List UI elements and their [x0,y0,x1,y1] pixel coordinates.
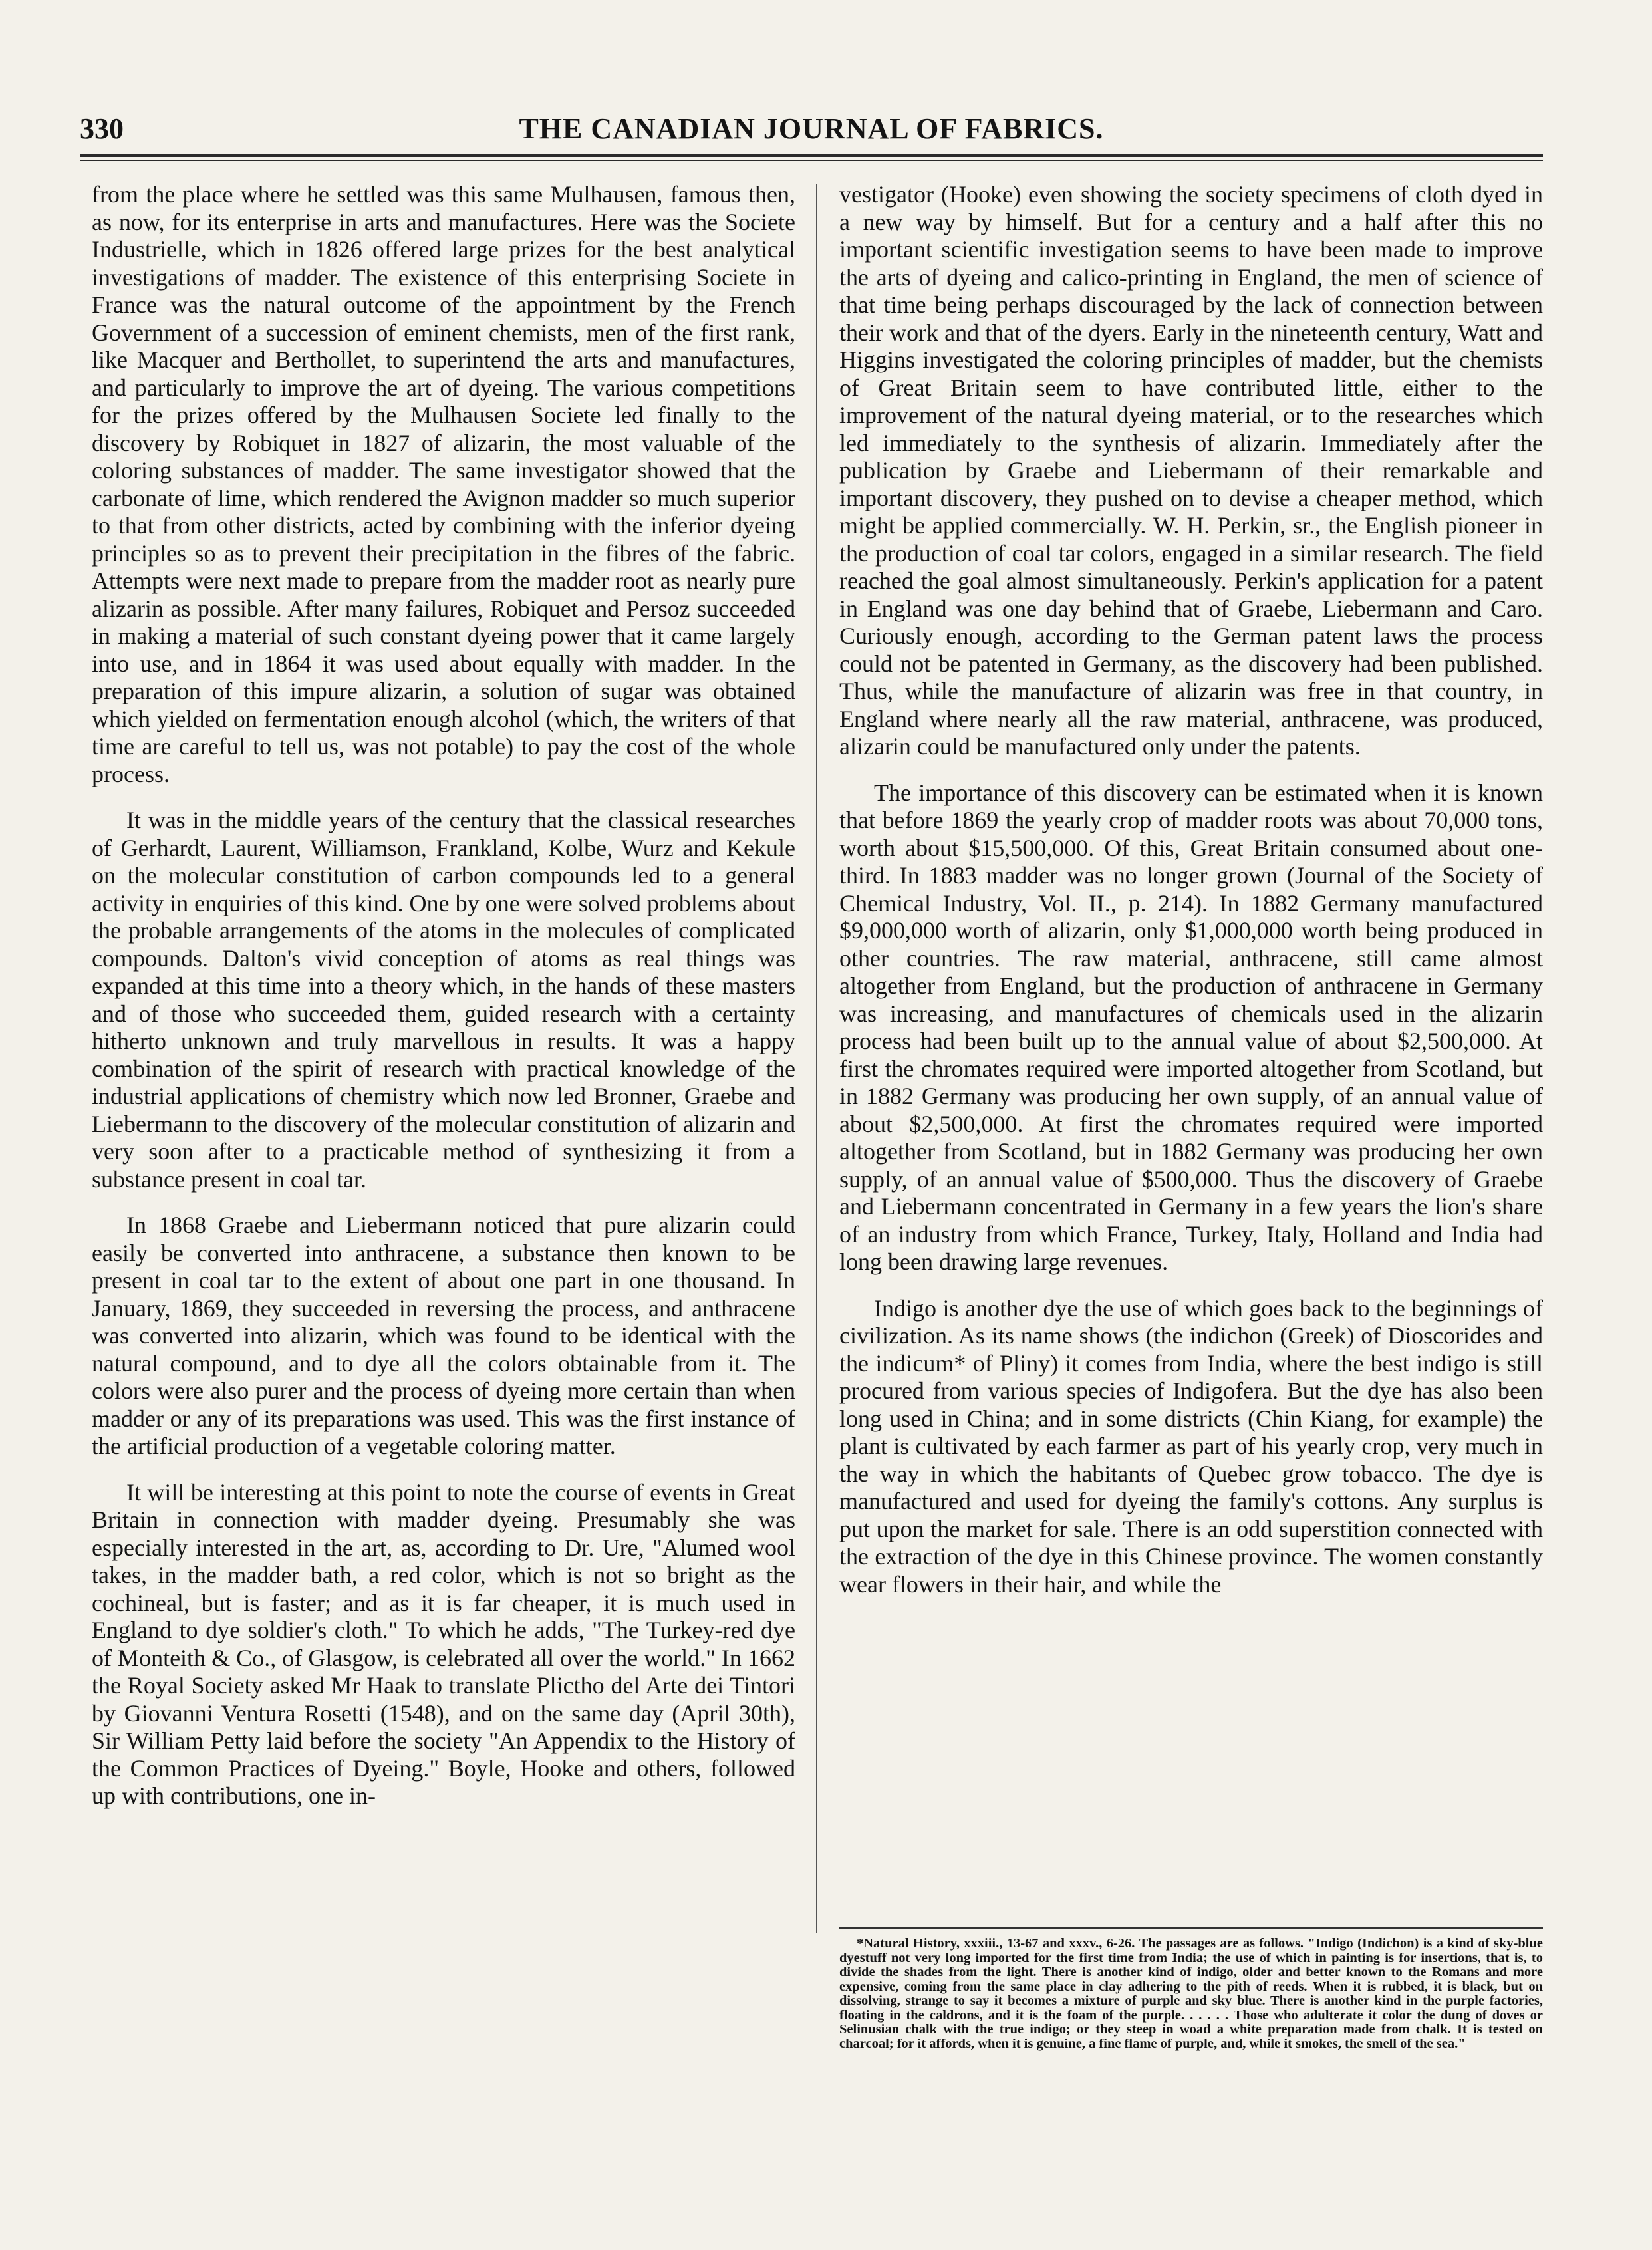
page-number: 330 [80,112,124,145]
paragraph: Indigo is another dye the use of which goes back to the beginnings of civilization. As its name shows (the indichon (Greek) of Dioscorides and the indicum* of Pliny) it comes from India, where the best indigo is still procured from various species of Indigofera. But the dye has also been long used in China; and in some districts (Chin Kiang, for example) the plant is cultivated by each farmer as part of his yearly crop, very much in the way in which the habitants of Quebec grow tobacco. The dye is manufactured and used for dyeing the family's cottons. Any surplus is put upon the market for sale. There is an odd superstition connected with the extraction of the dye in this Chinese province. The women constantly wear flowers in their hair, and while the [839,1294,1543,1598]
paragraph: The importance of this discovery can be estimated when it is known that before 1869 the yearly crop of madder roots was about 70,000 tons, worth about $15,500,000. Of this, Great Britain consumed about one-third. In 1883 madder was no longer grown (Journal of the Society of Chemical Industry, Vol. II., p. 214). In 1882 Germany manufactured $9,000,000 worth of alizarin, only $1,000,000 worth being produced in other countries. The raw material, anthracene, still came almost altogether from England, but the production of anthracene in Germany was increasing, and manufactures of chemicals used in the alizarin process had been built up to the annual value of about $2,500,000. At first the chromates required were imported altogether from Scotland, but in 1882 Germany was producing her own supply, of an annual value of about $2,500,000. At first the chromates required were imported altogether from Scotland, but in 1882 Germany was producing her own supply, of an annual value of $500,000. Thus the discovery of Graebe and Liebermann concentrated in Germany in a few years the lion's share of an industry from which France, Turkey, Italy, Holland and India had long been drawing large revenues. [839,779,1543,1275]
header-rule [80,154,1543,161]
paragraph: It will be interesting at this point to note the course of events in Great Britain in connection with madder dyeing. Presumably she was especially interested in the art, as, according to Dr. Ure, "Alumed wool takes, in the madder bath, a red color, which is not so bright as the cochineal, but is faster; and as it is far cheaper, it is much used in England to dye soldier's cloth." To which he adds, "The Turkey-red dye of Monteith & Co., of Glasgow, is celebrated all over the world." In 1662 the Royal Society asked Mr Haak to translate Plictho del Arte dei Tintori by Giovanni Ventura Rosetti (1548), and on the same day (April 30th), Sir William Petty laid before the society "An Appendix to the History of the Common Practices of Dyeing." Boyle, Hooke and others, followed up with contributions, one in- [92,1478,795,1809]
footnote-rule [839,1927,1543,1929]
paragraph: In 1868 Graebe and Liebermann noticed that pure alizarin could easily be converted into anthracene, a substance then known to be present in coal tar to the extent of about one part in one thousand. In January, 1869, they succeeded in reversing the process, and anthracene was converted into alizarin, which was found to be identical with the natural compound, and to dye all the colors obtainable from it. The colors were also purer and the process of dyeing more certain than when madder or any of its preparations was used. This was the first instance of the artificial production of a vegetable coloring matter. [92,1212,795,1459]
journal-title: THE CANADIAN JOURNAL OF FABRICS. [519,112,1104,145]
page-header [80,112,1543,158]
paragraph: vestigator (Hooke) even showing the society specimens of cloth dyed in a new way by himself. But for a century and a half after this no important scientific investigation seems to have been made to improve the arts of dyeing and calico-printing in England, the men of science of that time being perhaps discouraged by the lack of connection between their work and that of the dyers. Early in the nineteenth century, Watt and Higgins investigated the coloring principles of madder, but the chemists of Great Britain seem to have contributed little, either to the improvement of the natural dyeing material, or to the researches which led immediately to the synthesis of alizarin. Immediately after the publication by Graebe and Liebermann of their remarkable and important discovery, they pushed on to devise a cheaper method, which might be applied commercially. W. H. Perkin, sr., the English pioneer in the production of coal tar colors, engaged in a similar research. The field reached the goal almost simultaneously. Perkin's application for a patent in England was one day behind that of Graebe, Liebermann and Caro. Curiously enough, according to the German patent laws the process could not be patented in Germany, as the discovery had been published. Thus, while the manufacture of alizarin was free in that country, in England where nearly all the raw material, anthracene, was produced, alizarin could be manufactured only under the patents. [839,181,1543,760]
right-column [839,181,1543,1617]
paragraph: from the place where he settled was this same Mulhausen, famous then, as now, for its enterprise in arts and manufactures. Here was the Societe Industrielle, which in 1826 offered large prizes for the best analytical investigations of madder. The existence of this enterprising Societe in France was the natural outcome of the appointment by the French Government of a succession of eminent chemists, men of the first rank, like Macquer and Berthollet, to superintend the arts and manufactures, and particularly to improve the art of dyeing. The various competitions for the prizes offered by the Mulhausen Societe led finally to the discovery by Robiquet in 1827 of alizarin, the most valuable of the coloring substances of madder. The same investigator showed that the carbonate of lime, which rendered the Avignon madder so much superior to that from other districts, acted by combining with the inferior dyeing principles so as to prevent their precipitation in the fibres of the fabric. Attempts were next made to prepare from the madder root as nearly pure alizarin as possible. After many failures, Robiquet and Persoz succeeded in making a material of such constant dyeing power that it came largely into use, and in 1864 it was used about equally with madder. In the preparation of this impure alizarin, a solution of sugar was obtained which yielded on fermentation enough alcohol (which, the writers of that time are careful to tell us, was not potable) to pay the cost of the whole process. [92,181,795,787]
left-column [92,181,795,1829]
footnote [839,1937,1543,2051]
paragraph: It was in the middle years of the century that the classical researches of Gerhardt, Laurent, Williamson, Frankland, Kolbe, Wurz and Kekule on the molecular constitution of carbon compounds led to a general activity in enquiries of this kind. One by one were solved problems about the probable arrangements of the atoms in the molecules of complicated compounds. Dalton's vivid conception of atoms as real things was expanded at this time into a theory which, in the hands of these masters and of those who succeeded them, guided research with a certainty hitherto unknown and truly marvellous in results. It was a happy combination of the spirit of research with practical knowledge of the industrial applications of chemistry which now led Bronner, Graebe and Liebermann to the discovery of the molecular constitution of alizarin and very soon after to a practicable method of synthesizing it from a substance present in coal tar. [92,807,795,1193]
column-divider [816,184,817,1933]
footnote-text: *Natural History, xxxiii., 13-67 and xxxv., 6-26. The passages are as follows. "Indigo (Indichon) is a kind of sky-blue dyestuff not very long imported for the first time from India; the use of which in painting is for insertions, that is, to divide the shades from the light. There is another kind of indigo, older and better known to the Romans and more expensive, coming from the same place in clay adhering to the pith of reeds. When it is rubbed, it is black, but on dissolving, strange to say it becomes a mixture of purple and sky blue. There is another kind in the purple factories, floating in the caldrons, and it is the foam of the purple. . . . . . Those who adulterate it color the dung of doves or Selinusian chalk with the true indigo; or they steep in woad a white preparation made from chalk. It is tested on charcoal; for it affords, when it is genuine, a fine flame of purple, and, while it smokes, the smell of the sea." [839,1936,1543,2051]
